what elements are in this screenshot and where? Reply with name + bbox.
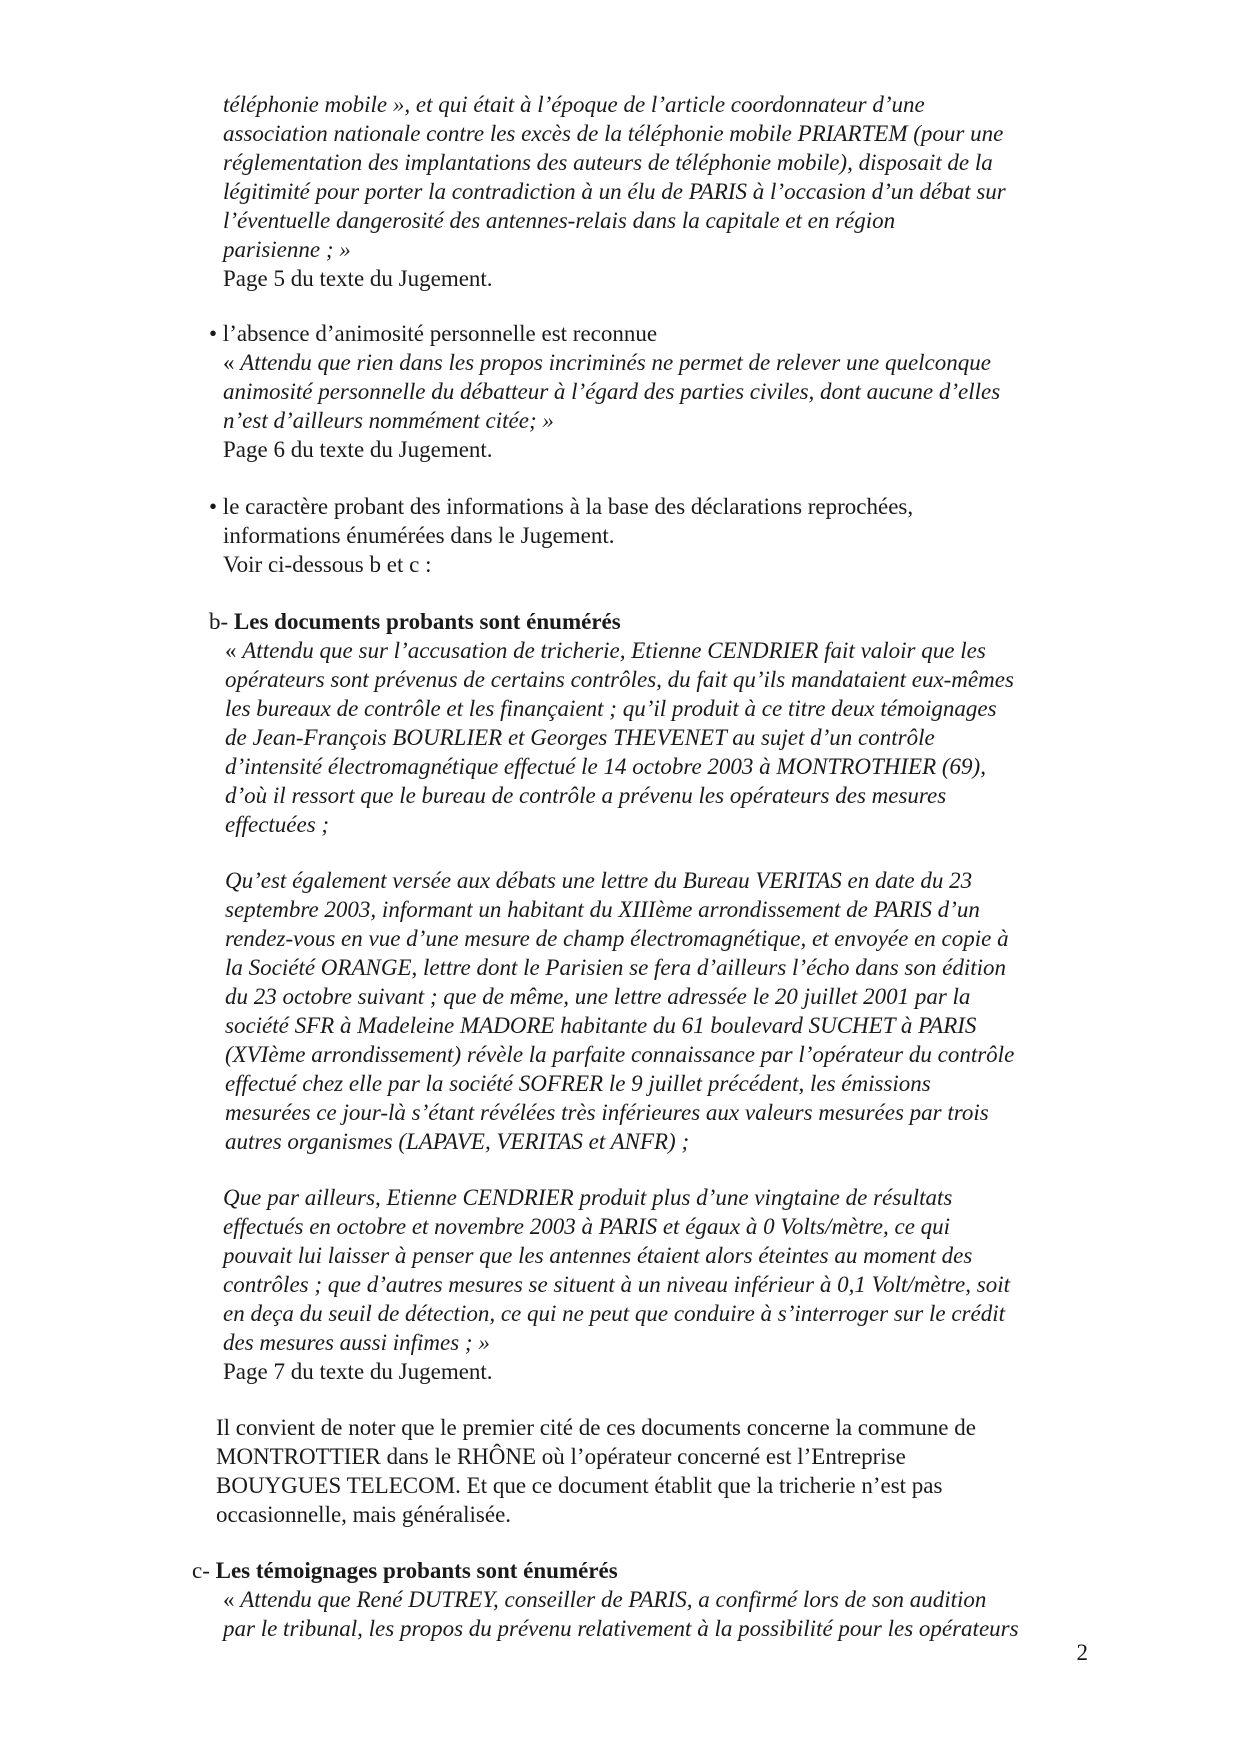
animosity-quote — [223, 348, 1000, 464]
quote-line: n’est d’ailleurs nommément citée; » — [223, 408, 554, 433]
quote-line: autres organismes (LAPAVE, VERITAS et ANFR) ; — [225, 1129, 690, 1154]
note-paragraph — [216, 1413, 976, 1529]
quote-line: par le tribunal, les propos du prévenu relativement à la possibilité pour les opérateurs — [223, 1616, 1019, 1641]
quote-line: légitimité pour porter la contradiction à un élu de PARIS à l’occasion d’un débat sur — [223, 179, 1006, 204]
quote-line: en deça du seuil de détection, ce qui ne peut que conduire à s’interroger sur le crédit — [223, 1301, 1005, 1326]
quote-line: pouvait lui laisser à penser que les antennes étaient alors éteintes au moment des — [223, 1243, 973, 1268]
quote-line: Attendu que sur l’accusation de tricherie, Etienne CENDRIER fait valoir que les — [242, 638, 986, 663]
quote-line: animosité personnelle du débatteur à l’égard des parties civiles, dont aucune d’elles — [223, 379, 1001, 404]
quote-line: du 23 octobre suivant ; que de même, une lettre adressée le 20 juillet 2001 par la — [225, 984, 971, 1009]
quote-line: téléphonie mobile », et qui était à l’époque de l’article coordonnateur d’une — [223, 92, 925, 117]
quote-line: la Société ORANGE, lettre dont le Parisien se fera d’ailleurs l’écho dans son édition — [225, 955, 1007, 980]
quote-line: effectué chez elle par la société SOFRER le 9 juillet précédent, les émissions — [225, 1071, 931, 1096]
bullet-label: • l’absence d’animosité personnelle est reconnue — [209, 321, 658, 346]
section-b-para2 — [225, 866, 1014, 1156]
page-reference: Page 7 du texte du Jugement. — [223, 1359, 493, 1384]
section-prefix: c- — [192, 1558, 216, 1583]
section-c-heading — [192, 1556, 618, 1585]
page-reference: Page 5 du texte du Jugement. — [223, 266, 493, 291]
section-b-para1 — [225, 636, 1014, 839]
quote-line: mesurées ce jour-là s’étant révélées très inférieures aux valeurs mesurées par trois — [225, 1100, 989, 1125]
text-line: Il convient de noter que le premier cité de ces documents concerne la commune de — [216, 1415, 976, 1440]
section-b-heading — [209, 607, 621, 636]
quote-line: septembre 2003, informant un habitant du XIIIème arrondissement de PARIS d’un — [225, 897, 980, 922]
quote-line: Attendu que rien dans les propos incriminés ne permet de relever une quelconque — [240, 350, 991, 375]
quote-line: (XVIème arrondissement) révèle la parfaite connaissance par l’opérateur du contrôle — [225, 1042, 1015, 1067]
quote-line: Attendu que René DUTREY, conseiller de PARIS, a confirmé lors de son audition — [240, 1587, 987, 1612]
text-line: MONTROTTIER dans le RHÔNE où l’opérateur concerné est l’Entreprise — [216, 1444, 906, 1469]
quote-line: réglementation des implantations des auteurs de téléphonie mobile), disposait de la — [223, 150, 993, 175]
page-reference: Page 6 du texte du Jugement. — [223, 437, 493, 462]
bullet-probant — [209, 492, 913, 521]
quote-line: l’éventuelle dangerosité des antennes-relais dans la capitale et en région — [223, 208, 896, 233]
quote-open-mark: « — [223, 350, 241, 375]
section-prefix: b- — [209, 609, 234, 634]
intro-quote — [223, 90, 1006, 293]
text-line: BOUYGUES TELECOM. Et que ce document établit que la tricherie n’est pas — [216, 1473, 943, 1498]
quote-line: Que par ailleurs, Etienne CENDRIER produit plus d’une vingtaine de résultats — [223, 1185, 953, 1210]
section-heading: Les documents probants sont énumérés — [233, 609, 621, 634]
quote-line: parisienne ; » — [223, 237, 351, 262]
quote-line: contrôles ; que d’autres mesures se situent à un niveau inférieur à 0,1 Volt/mètre, soit — [223, 1272, 1010, 1297]
quote-line: rendez-vous en vue d’une mesure de champ électromagnétique, et envoyée en copie à — [225, 926, 1009, 951]
section-c-quote — [223, 1585, 1019, 1643]
quote-line: association nationale contre les excès de la téléphonie mobile PRIARTEM (pour une — [223, 121, 1004, 146]
section-b-para3 — [223, 1183, 1010, 1386]
quote-line: société SFR à Madeleine MADORE habitante du 61 boulevard SUCHET à PARIS — [225, 1013, 977, 1038]
quote-open-mark: « — [225, 638, 243, 663]
quote-line: d’où il ressort que le bureau de contrôle a prévenu les opérateurs des mesures — [225, 783, 947, 808]
text-line: occasionnelle, mais généralisée. — [216, 1502, 512, 1527]
quote-line: les bureaux de contrôle et les finançaient ; qu’il produit à ce titre deux témoignages — [225, 696, 997, 721]
quote-line: d’intensité électromagnétique effectué le 14 octobre 2003 à MONTROTHIER (69), — [225, 754, 986, 779]
quote-line: de Jean-François BOURLIER et Georges THEVENET au sujet d’un contrôle — [225, 725, 935, 750]
quote-line: opérateurs sont prévenus de certains contrôles, du fait qu’ils mandataient eux-mêmes — [225, 667, 1014, 692]
quote-open-mark: « — [223, 1587, 241, 1612]
text-line: informations énumérées dans le Jugement. — [223, 523, 615, 548]
text-line: Voir ci-dessous b et c : — [223, 552, 432, 577]
bullet-probant-continued — [223, 521, 615, 579]
bullet-animosity — [209, 319, 657, 348]
quote-line: effectuées ; — [225, 812, 330, 837]
page-number: 2 — [1076, 1640, 1088, 1665]
quote-line: des mesures aussi infimes ; » — [223, 1330, 490, 1355]
quote-line: Qu’est également versée aux débats une lettre du Bureau VERITAS en date du 23 — [225, 868, 973, 893]
quote-line: effectués en octobre et novembre 2003 à PARIS et égaux à 0 Volts/mètre, ce qui — [223, 1214, 951, 1239]
bullet-label: • le caractère probant des informations à la base des déclarations reprochées, — [209, 494, 914, 519]
section-heading: Les témoignages probants sont énumérés — [215, 1558, 618, 1583]
